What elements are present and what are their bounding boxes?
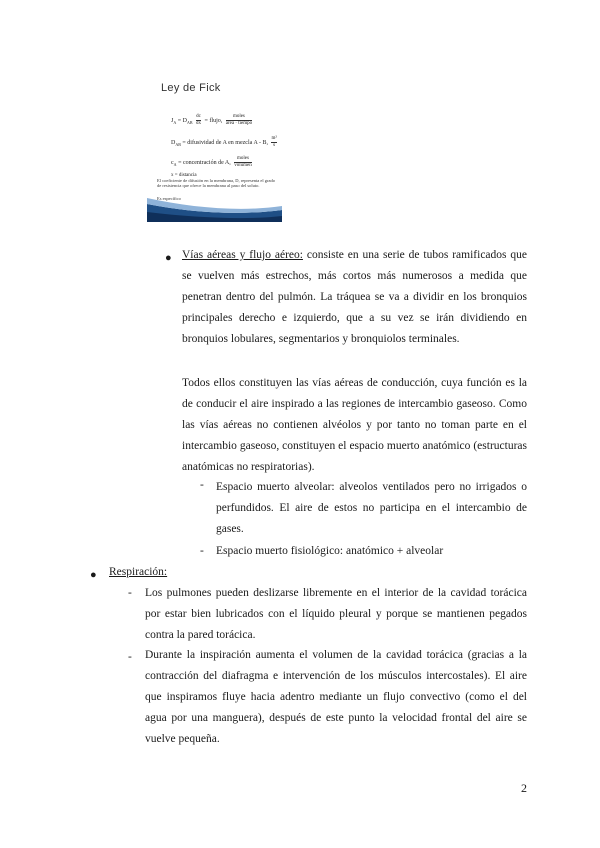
respiracion-heading: Respiración:	[109, 566, 168, 578]
espacio-fisiologico-item: Espacio muerto fisiológico: anatómico + alveolar	[216, 545, 444, 557]
formula-distance: x = distancia	[171, 173, 197, 178]
sub-dash-1: -	[200, 479, 204, 491]
slide-note-coefficient: El coeficiente de difusión en la membrana, D, representa el grado de resistencia que ofrece la membrana al paso del soluto.	[157, 178, 275, 188]
vias-bullet: ●	[165, 252, 172, 264]
resp-dash-2: -	[128, 651, 132, 663]
formula-diffusivity: $D_{AB}$ = difusividad de A en mezcla A - B, $\frac{\text{m²}}{s}$	[171, 136, 277, 148]
respiracion-item-1: Los pulmones pueden deslizarse libremente en el interior de la cavidad torácica por estar bien lubricados con el líquido pleural y porque se mantienen pegados contra la pared torácica.	[145, 587, 527, 641]
vias-heading: Vías aéreas y flujo aéreo:	[182, 249, 303, 261]
resp-dash-1: -	[128, 587, 132, 599]
respiracion-item-2: Durante la inspiración aumenta el volumen de la cavidad torácica (gracias a la contracción del diafragma e intervención de los músculos intercostales). El aire que inspiramos fluye hacia adentro mediante un flujo convectivo (como el del agua por una manguera), después de este punto la velocidad frontal del aire se vuelve pequeña.	[145, 649, 527, 745]
slide-note-specific: Es específico	[157, 196, 181, 201]
espacio-alveolar-item: Espacio muerto alveolar: alveolos ventilados pero no irrigados o perfundidos. El aire de estos no participa en el intercambio de gases.	[216, 481, 527, 535]
formula-flux: $J_A = D_{AB}$ $\frac{dc}{dx}$ = flujo, $\frac{\text{moles}}{\text{área · tiempo}}$	[171, 114, 253, 126]
page-number: 2	[521, 781, 527, 795]
slide-wave-decoration	[147, 182, 282, 222]
vias-paragraph-2: Todos ellos constituyen las vías aéreas de conducción, cuya función es la de conducir el aire inspirado a las regiones de intercambio gaseoso. Como las vías aéreas no contienen alvéolos y por tanto no toman parte en el intercambio gaseoso, constituyen el espacio muerto anatómico (estructuras anatómicas no respiratorias).	[182, 377, 527, 473]
vias-paragraph: Vías aéreas y flujo aéreo: consiste en una serie de tubos ramificados que se vuelven más estrechos, más cortos más numerosos a medida que penetran dentro del pulmón. La tráquea se va a dividir en los bronquios principales derecho e izquierdo, que a su vez se irán dividiendo en bronquios lobulares, segmentarios y bronquiolos terminales.	[182, 249, 527, 345]
slide-image	[147, 74, 282, 222]
sub-dash-2: -	[200, 545, 204, 557]
respiracion-bullet: ●	[90, 569, 97, 581]
formula-concentration: $c_A$ = concentración de A, $\frac{\text{moles}}{\text{volumen}}$	[171, 156, 252, 168]
slide-title: Ley de Fick	[161, 82, 221, 94]
